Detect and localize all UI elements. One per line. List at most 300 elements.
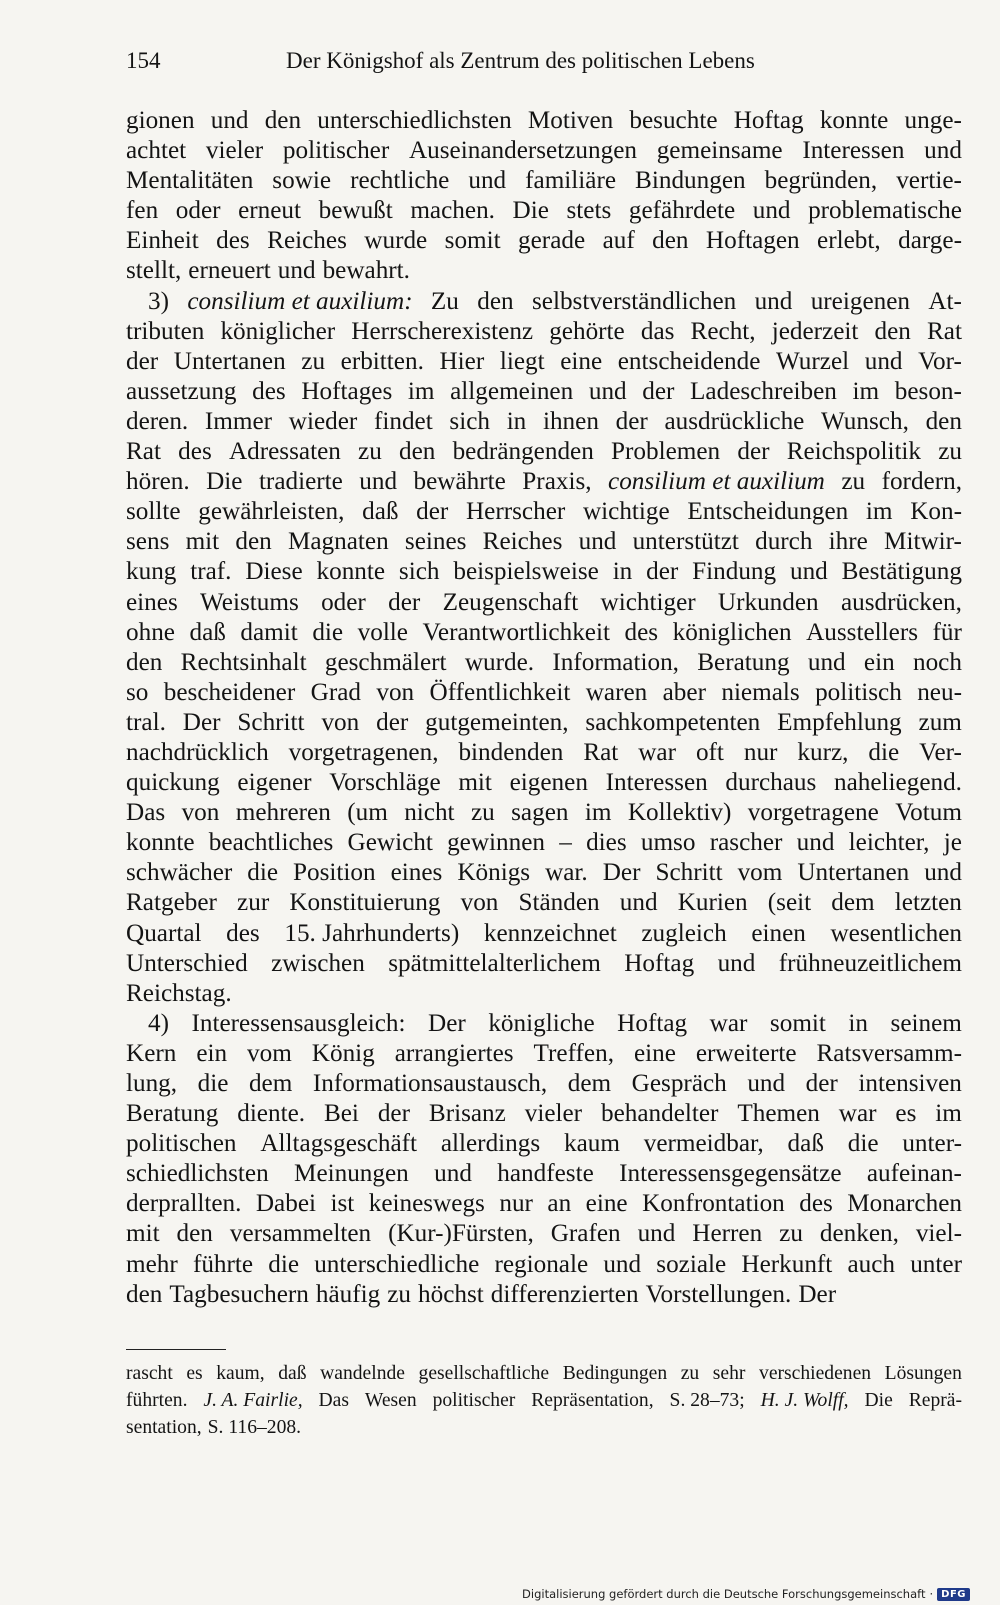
body-word: zu [358,438,382,466]
body-word: gewinnen [447,829,545,857]
body-word: liegt [499,347,545,375]
body-word: Untertanen [797,859,910,887]
body-line [126,798,962,828]
body-word: und [747,1070,786,1097]
body-word: mehr [126,1250,178,1278]
body-line [126,1280,962,1310]
body-word: König [311,1039,375,1067]
body-word: und [717,949,756,977]
body-word: war. [545,859,588,887]
body-word: politisch [815,678,902,706]
footnote-word: S. 116–208. [207,1417,302,1438]
body-word: und [864,347,903,375]
body-word: ureigenen [810,287,910,315]
body-word: Verantwortlichkeit [422,618,610,646]
body-word: eigenen [509,769,588,797]
dfg-logo-icon: DFG [937,1588,970,1601]
body-word: gewährleisten, [198,498,345,526]
body-word: erweiterte [695,1039,797,1067]
footnote-word: wandelnde [320,1363,405,1384]
body-word: tributen [126,317,205,345]
body-word: zu [387,1280,412,1308]
body-word: Einheit [126,227,199,255]
body-word: den [176,1220,213,1248]
body-word: Kollektiv) [627,799,732,827]
body-word: gerade [518,227,586,255]
body-word: kung [126,558,177,586]
running-title: Der Königshof als Zentrum des politischen Lebens [286,48,755,73]
body-word: Recht, [690,317,756,345]
body-word: bewährte [413,468,506,496]
body-word: die [268,1250,300,1278]
footnote-word: Repräsentation, [531,1390,654,1411]
body-word: Monarchen [847,1190,962,1218]
body-word: eigener [237,769,312,797]
body-word: auf [602,227,635,255]
body-word: und [434,1160,472,1188]
body-word: eines [390,859,443,887]
body-line [126,1189,962,1219]
body-word: Votum [895,799,962,827]
body-word: kennzeichnet [483,919,617,947]
body-word: damit [240,618,298,646]
body-word: königliche [488,1009,595,1037]
body-word: beson- [894,377,962,405]
body-word: Beratung [126,1100,219,1128]
body-line [126,828,962,858]
body-line [126,979,962,1009]
body-word: Grafen [550,1220,621,1248]
footnote-word: rascht [126,1363,173,1384]
body-word: konnte [316,558,386,586]
body-line [126,136,962,166]
body-text [126,106,962,1310]
footnote-line [126,1387,962,1414]
body-word: von [460,889,499,917]
footnote-word: Reprä- [908,1390,962,1411]
body-word: Alltagsgeschäft [260,1130,418,1158]
body-word: ist [330,1190,355,1218]
body-word: der [737,438,770,466]
body-word: zur [237,889,270,917]
body-line [126,1129,962,1159]
body-word: Rat [583,738,619,766]
footnote-word: J. A. Fairlie, [203,1390,303,1411]
body-word: seinem [890,1009,962,1037]
body-word: Ver- [919,738,962,766]
body-word: begründen, [764,167,878,195]
body-word: rechtliche [350,167,450,195]
body-word: das [640,317,675,345]
body-word: einen [751,919,806,947]
body-word: – [559,829,572,857]
body-word: Hoftages [301,377,393,405]
body-word: Rat [126,438,161,466]
body-word: und [578,528,617,556]
body-word: im [865,498,893,526]
body-line [126,347,962,377]
footnote-divider [126,1349,226,1350]
body-word: Konstituierung [289,889,441,917]
body-line [126,1069,962,1099]
body-word: Ratgeber [126,889,217,917]
body-word: Herrscher [465,498,566,526]
body-word: die [247,859,279,887]
body-word: Gewicht [347,829,433,857]
body-line [126,678,962,708]
body-word: nur [499,1190,533,1218]
body-word: in [612,558,633,586]
footnotes [126,1360,962,1441]
body-word: Brisanz [428,1100,506,1128]
body-word: familiäre [525,167,617,195]
body-word: dem [248,1070,293,1097]
body-word: leichter, [848,829,930,857]
body-word: Grad [310,678,361,706]
body-line [126,106,962,136]
body-word: Auseinandersetzungen [408,137,637,165]
body-word: differenzierten [490,1280,639,1308]
body-word: Treffen, [533,1039,614,1067]
body-word: Konfrontation [642,1190,785,1218]
body-word: Kern [126,1039,177,1067]
body-word: es [895,1100,917,1128]
body-word: konnte [819,107,889,134]
body-line [126,1009,962,1039]
body-word: frühneuzeitlichem [778,949,962,977]
body-word: achtet [126,137,187,165]
body-word: Adressaten [228,438,341,466]
body-word: die [847,1130,879,1158]
body-word: nur [743,738,778,766]
body-word: unterschiedlichsten [317,107,512,134]
body-word: unter [910,1250,962,1278]
body-line [126,588,962,618]
body-word: behandelter [600,1100,719,1128]
body-word: dem [831,889,875,917]
body-word: darge- [898,227,962,255]
body-line [126,648,962,678]
body-word: At- [928,287,962,315]
body-word: vom [737,859,783,887]
body-word: vieler [205,137,264,165]
body-word: Reichstag. [126,979,232,1007]
body-word: politischer [282,137,390,165]
body-word: rascher [709,829,783,857]
body-word: so [126,678,149,706]
body-word: unge- [904,107,962,134]
body-word: zu [301,347,326,375]
body-word: hören. [126,468,190,496]
body-word: vieler [524,1100,583,1128]
body-word: eines [126,588,178,616]
body-word: der [377,1100,410,1128]
body-word: sollte [126,498,181,526]
body-word: und [468,167,507,195]
body-word: in [506,407,527,435]
body-line [126,497,962,527]
body-word: zu [779,1220,803,1248]
body-word: eine [633,1039,676,1067]
body-word: vertie- [896,167,962,195]
body-word: den [264,107,302,134]
footnote-word: sentation, [126,1417,202,1438]
body-word: Immer [204,407,273,435]
body-word: Diese [245,558,303,586]
footnote-word: Bedingungen [562,1363,668,1384]
body-word: des [226,919,260,947]
body-word: konnte [126,829,195,857]
body-word: des [216,227,250,255]
footnote-line [126,1360,962,1387]
body-word: schiedlichsten [126,1160,269,1188]
body-word: umso [640,829,696,857]
body-word: Hoftag [624,949,695,977]
body-word: Bestätigung [841,558,962,586]
body-word: den [925,407,962,435]
body-word: an [547,1190,572,1218]
body-word: wieder [288,407,358,435]
body-word: bewahrt. [322,257,410,285]
body-word: der [642,377,675,405]
body-line [126,527,962,557]
body-word: vermeidbar, [643,1130,764,1158]
footnote-word: es [186,1363,203,1384]
body-word: Rechtsinhalt [180,648,307,676]
body-word: gehörte [549,317,625,345]
body-word: bedrängenden [452,438,594,466]
body-word: und [752,197,791,225]
body-word: fen [126,197,159,225]
body-word: der [126,347,159,375]
body-word: durchaus [725,769,817,797]
body-word: traf. [190,558,232,586]
body-word: im [407,377,435,405]
body-word: (um [347,799,388,827]
footnote-word: verschiedenen [759,1363,872,1384]
body-word: und [789,558,828,586]
body-line [126,1219,962,1249]
body-word: wichtiger [600,588,696,616]
body-word: Problemen [611,438,721,466]
body-word: erbitten. [340,347,424,375]
body-word: und [359,468,398,496]
body-word: Wunsch, [821,407,909,435]
body-word: Vorstellungen. [645,1280,792,1308]
body-word: denken, [819,1220,899,1248]
footnote-word: Das [318,1390,350,1411]
body-word: Hoftag [733,107,804,134]
body-word: politischen [126,1130,237,1158]
body-line [126,467,962,497]
body-word: Interessen [605,769,708,797]
body-word: tradierte [258,468,343,496]
body-word: Meinungen [294,1160,409,1188]
body-word: vorgetragene [747,799,879,827]
body-word: jederzeit [771,317,859,345]
body-word: Themen [737,1100,820,1128]
body-word: auch [847,1250,896,1278]
body-word: stets [566,197,612,225]
body-word: versammelten [229,1220,372,1248]
body-word: zwischen [271,949,365,977]
body-word: der [615,407,648,435]
body-word: häufig [315,1280,381,1308]
body-word: königlicher [220,317,336,345]
body-word: viel- [915,1220,962,1248]
body-word: 4) [148,1009,169,1037]
body-word: wurde. [464,648,535,676]
body-word: und [796,829,835,857]
body-word: dies [586,829,627,857]
body-word: unterschiedliche [314,1250,480,1278]
body-word: Motiven [527,107,614,134]
body-word: sich [398,558,440,586]
body-word: Hoftagen [705,227,800,255]
body-word: sowie [272,167,332,195]
body-word: und [924,137,962,165]
body-line [126,919,962,949]
body-word: unter- [902,1130,962,1158]
body-word: war [638,738,676,766]
body-word: vom [247,1039,292,1067]
body-word: der [416,498,449,526]
body-word: besuchte [629,107,718,134]
body-word: erlebt, [817,227,881,255]
body-word: noch [912,648,962,676]
body-word: Beratung [697,648,790,676]
footnote-word: Wesen [364,1390,417,1411]
body-word: Die [206,468,243,496]
body-word: Königs [457,859,531,887]
body-word: Vor- [918,347,962,375]
body-word: den [126,648,163,676]
body-word: kurz, [797,738,849,766]
body-word: den [874,317,911,345]
body-word: Interessen [802,137,905,165]
body-word: handfeste [497,1160,594,1188]
body-word: den [652,227,689,255]
body-word: die [868,738,900,766]
body-word: Schritt [655,859,723,887]
body-word: lung, [126,1070,178,1097]
body-word: Interessensausgleich: [191,1009,406,1037]
body-word: bescheidener [163,678,296,706]
running-head [126,48,806,82]
body-line [126,949,962,979]
body-word: Untertanen [173,347,286,375]
body-word: unterstützt [632,528,739,556]
body-word: von [376,678,415,706]
body-word: mit [126,1220,160,1248]
body-word: Kon- [910,498,962,526]
body-word: der [376,708,409,736]
body-word: den [477,287,514,315]
body-line [126,708,962,738]
body-line [126,437,962,467]
body-word: (seit [767,889,812,917]
body-word: Information, [552,648,679,676]
body-word: ein [196,1039,228,1067]
footnote-word: gesellschaftliche [418,1363,550,1384]
body-word: consilium et auxilium [608,468,825,496]
body-word: Empfehlung [777,708,902,736]
body-word: mit [458,769,492,797]
body-word: Der [798,1280,837,1308]
body-word: durch [755,528,813,556]
body-word: sagen [511,799,569,827]
body-line [126,557,962,587]
body-word: diente. [237,1100,306,1128]
body-word: zu [470,799,495,827]
body-word: eine [585,1190,628,1218]
body-line [126,166,962,196]
body-word: Schritt [237,708,305,736]
body-word: Ratsversamm- [816,1039,962,1067]
body-word: Unterschied [126,949,248,977]
body-word: je [943,829,962,857]
body-word: Mitwir- [884,528,962,556]
body-word: Praxis, [522,468,592,496]
body-word: deren. [126,407,189,435]
body-line [126,256,962,286]
body-word: zum [918,708,962,736]
body-word: Zu [430,287,459,315]
body-word: beachtliches [208,829,334,857]
body-word: von [321,708,360,736]
body-word: spätmittelalterlichem [388,949,601,977]
footnote-word: daß [278,1363,307,1384]
footnote-word: Die [864,1390,893,1411]
body-word: allerdings [440,1130,541,1158]
body-word: daß [362,498,399,526]
body-word: findet [373,407,433,435]
body-word: selbstverständlichen [531,287,737,315]
body-word: Entscheidungen [687,498,849,526]
body-word: nachdrücklich [126,738,269,766]
body-word: in [848,1009,869,1037]
body-word: sich [449,407,490,435]
body-word: Urkunden [717,588,819,616]
body-word: daß [189,618,226,646]
body-line [126,377,962,407]
body-word: intensiven [858,1070,962,1097]
body-word: machen. [410,197,495,225]
body-word: königlichen [672,618,792,646]
body-word: Kurien [677,889,748,917]
body-word: Wurzel [776,347,850,375]
body-word: Tagbesuchern [169,1280,309,1308]
body-word: aussetzung [126,377,237,405]
body-word: mit [185,528,220,556]
body-word: erneuert [188,257,271,285]
body-word: aufeinan- [866,1160,962,1188]
body-word: ausdrückliche [664,407,805,435]
body-word: Reiches [482,528,563,556]
body-word: des [624,618,659,646]
body-word: Zeugenschaft [442,588,579,616]
body-word: Ladeschreiben [690,377,837,405]
body-line [126,317,962,347]
body-word: ohne [126,618,175,646]
body-word: Mentalitäten [126,167,254,195]
body-line [126,768,962,798]
body-word: soziale [656,1250,727,1278]
body-line [126,287,962,317]
body-word: 15. Jahrhunderts) [284,919,460,947]
body-word: aber [662,678,706,706]
body-word: zu [841,468,866,496]
